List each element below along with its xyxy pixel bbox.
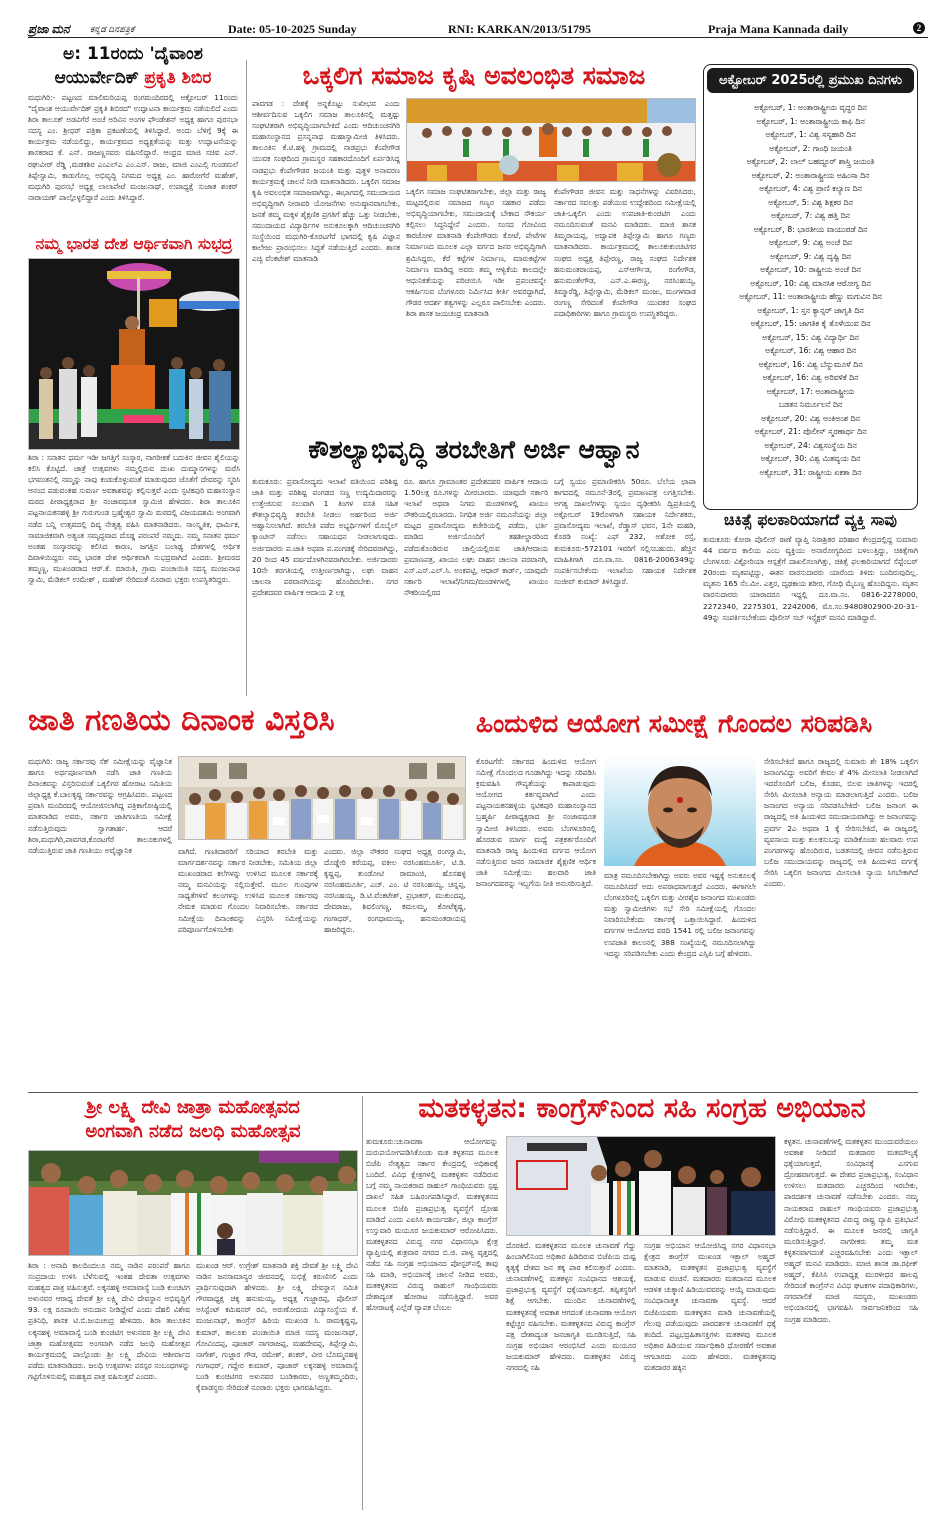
important-day-item: ಅಕ್ಟೋಬರ್, 10: ರಾಷ್ಟ್ರೀಯ ಅಂಚೆ ದಿನ [760,265,861,274]
important-day-item: ಅಕ್ಟೋಬರ್, 10: ವಿಶ್ವ ಮಾನಸಿಕ ಆರೋಗ್ಯ ದಿನ [750,278,871,288]
important-days-list [707,101,914,479]
publication-name: Praja Mana Kannada daily [708,22,849,36]
kaushalya-col3: ಬಗ್ಗೆ ಸ್ವಯಂ ಪ್ರಮಾಣೀಕರಿಸಿ 50ರೂ. ಬೆಲೆಯ ಛಾಪಾ ಕಾಗದದಲ್ಲಿ ನಮೂನೆ-3ರಲ್ಲಿ ಪ್ರಮಾಣಪತ್ರ ಲಗತ್ತಿಸಬೇಕು. ಅಗತ್ಯ ದಾಖಲೆಗಳನ್ನು ಸ್ವಯಂ ದೃಢೀಕರಿಸಿ ದ್ವಿಪ್ರತಿಯಲ್ಲಿ ಅಕ್ಟೋಬರ್ 19ರೊಳಗಾಗಿ ಸಹಾಯಕ ನಿರ್ದೇಶಕರು, ಪ್ರವಾಸೋದ್ಯಮ ಇಲಾಖೆ, ರೆಡ್ಕ್ರಾಸ್ ಭವನ, 1ನೇ ಮಹಡಿ, ಕೊಠಡಿ ಸಂಖ್ಯೆ: ಎಫ್ 232, ಅಶೋಕ ರಸ್ತೆ, ತುಮಕೂರು-572101 ಇವರಿಗೆ ಸಲ್ಲಿಸಬಹುದು. ಹೆಚ್ಚಿನ ಮಾಹಿತಿಗಾಗಿ ದೂ.ವಾ.ಸಂ. 0816-2006349ನ್ನು ಸಂಪರ್ಕಿಸಬೇಕೆಂದು ಇಲಾಖೆಯ ಸಹಾಯಕ ನಿರ್ದೇಶಕ ಸಂಜೀವ್ ಕುಮಾರ್ ತಿಳಿಸಿದ್ದಾರೆ. [554,477,696,586]
important-day-item: ಅಕ್ಟೋಬರ್, 1: ವಿಶ್ವ ಸಸ್ಯಹಾರಿ ದಿನ [765,130,856,139]
bharata-headline: ನಮ್ಮ ಭಾರತ ದೇಶ ಆರ್ಥಿಕವಾಗಿ ಸುಭದ್ರ [35,235,233,253]
swamiji-portrait [604,756,756,866]
important-day-item: ಅಕ್ಟೋಬರ್, 2: ಗಾಂಧಿ ಜಯಂತಿ [769,143,852,153]
votetheft-col4: ಕಳ್ಳತನ. ಚುನಾವಣೆಗಳಲ್ಲಿ ಮತಕಳ್ಳತನ ಮುಂದುವರೆಯಲು ಅವಕಾಶ ನೀಡಿದರೆ ಮತದಾರರ ಮತಮೌಲ್ಯಕ್ಕೆ ಧಕ್ಕೆಯಾಗುತ್ತದೆ, ಸಂವಿಧಾನಕ್ಕೆ ಎಸಗುವ ದ್ರೋಹವಾಗುತ್ತದೆ. ಈ ದೇಶದ ಪ್ರಜಾಪ್ರಭುತ್ವ, ಸಂವಿಧಾನ ಉಳಿಸಲು ಮತದಾರರು ಎಚ್ಚರದಿಂದ ಇರಬೇಕು, ಪಾರದರ್ಶಕ ಚುನಾವಣೆ ನಡೆಸಬೇಕು ಎಂದರು. ನಮ್ಮ ನಾಯಕರಾದ ರಾಹುಲ್ ಗಾಂಧಿಯವರು ಪ್ರಜಾಪ್ರಭುತ್ವ ವಿರೋಧಿ ಮತಕಳ್ಳತನದ ವಿರುದ್ಧ ರಾಷ್ಟ್ರ ವ್ಯಾಪಿ ಪ್ರತಿಭಟನೆ ನಡೆಸುತ್ತಿದ್ದಾರೆ. ಈ ಮೂಲಕ ಜನರಲ್ಲಿ ಜಾಗೃತಿ ಮೂಡಿಸುತ್ತಿದ್ದಾರೆ. ನಾಗರೀಕರು ತಮ್ಮ ಮತ ಕಳ್ಳತನವಾಗದಂತೆ ಎಚ್ಚರವಹಿಸಬೇಕು ಎಂದು ಇಕ್ಬಾಲ್ ಅಹ್ಮದ್ ಮನವಿ ಮಾಡಿದರು. ಮಾಜಿ ಶಾಸಕ ಡಾ.ರಫೀಕ್ ಅಹ್ಮದ್, ಕೆಪಿಸಿಸಿ ಉಪಾಧ್ಯಕ್ಷ ಮುರಳೀಧರ ಹಾಲಪ್ಪ ಸೇರಿದಂತೆ ಕಾಂಗ್ರೆಸ್‌ನ ವಿವಿಧ ಘಟಕಗಳ ಪದಾಧಿಕಾರಿಗಳು, ನಗರಪಾಲಿಕೆ ಮಾಜಿ ಸದಸ್ಯರು, ಮುಖಂಡರು ಅಭಿಯಾನದಲ್ಲಿ ಭಾಗವಹಿಸಿ ಸಾರ್ವಜನಿಕರಿಂದ ಸಹಿ ಸಂಗ್ರಹ ಮಾಡಿದರು. [784,1137,918,1324]
newspaper-logo: ಪ್ರಜಾ ಮನ [28,22,70,36]
important-day-item: ಅಕ್ಟೋಬರ್, 9: ವಿಶ್ವ ಅಂಚೆ ದಿನ [769,238,852,247]
vokkaliga-headline: ಒಕ್ಕಲಿಗ ಸಮಾಜ ಕೃಷಿ ಅವಲಂಭಿತ ಸಮಾಜ [302,61,646,90]
signature-campaign-image [507,1137,776,1236]
lakshmi-col2: ಮುಖಂಡ ಆರ್. ಉಗ್ರೇಶ್ ಮಾತನಾಡಿ ಶಕ್ತಿ ದೇವತೆ ಶ್ರೀ ಲಕ್ಷ್ಮಿ ದೇವಿ ನಾಡಿನ ಜನಸಾಮಾನ್ಯರ ಜೀವನದಲ್ಲಿ ಸುಭಿಕ್ಷೆ ಕರುಣಿಸಲಿ ಎಂದು ಪ್ರಾರ್ಥಿಸುವುದಾಗಿ ಹೇಳಿದರು. ಶ್ರೀ ಲಕ್ಷ್ಮಿ ದೇವಸ್ಥಾನ ಸಮಿತಿ ಗೌರವಾಧ್ಯಕ್ಷ ಚಿಕ್ಕ ಹನುಮಯ್ಯ, ಅಧ್ಯಕ್ಷ ಗುಜ್ಜಾರಪ್ಪ, ಪೊಲೀಸ್ ಅಸಿಸ್ಟೆಂಟ್ ಕಮಿಷನರ್ ರವಿ, ಅರುಣೋದಯ ವಿದ್ಯಾಸಂಸ್ಥೆಯ ಕೆ. ಮಂಜುನಾಥ್, ಕಾಂಗ್ರೆಸ್ ಹಿರಿಯ ಮುಖಂಡ ಸಿ. ರಾಮಕೃಷ್ಣಪ್ಪ, ಕುಮಾರ್, ತಾಲೂಕು ಪಂಚಾಯಿತಿ ಮಾಜಿ ಸದಸ್ಯ ಮಂಜುನಾಥ್, ಗೋವಿಂದಪ್ಪ, ಪೂಜಾರ್ ನಾಗರಾಜಪ್ಪ, ಮಹದೇವಪ್ಪ, ತಿಪ್ಪೇಸ್ವಾಮಿ, ನಾಗೇಶ್, ಗುಜ್ಜಾರ ಗೌಡ, ರಮೇಶ್, ಶಂಕರ್, ವೀರ ಬೊಮ್ಮನಹಳ್ಳಿ ಗಂಗಾಧರ್, ಗದ್ದೇರ ಕುಮಾರ್, ಪೂಜಾರ್ ಲಕ್ಕನಹಳ್ಳಿ ಅಮಾವಾಸ್ಯೆ ಬಂಡಿ ಕುಂಚಿಟಿಗರ ಅಳುನವರ ಬಂಡಿಕಾರರು, ಅಣ್ಣತಮ್ಮಂದಿರು, ಕೈವಾಡಸ್ಥರು ಸೇರಿದಂತೆ ನೂರಾರು ಭಕ್ತರು ಭಾಗವಹಿಸಿದ್ದರು. [196,1261,358,1393]
vokkaliga-col3: ಕೆಂಪೇಗೌಡರ ಜೀವನ ಮತ್ತು ಸಾಧನೆಗಳನ್ನು ವಿವರಿಸಿದರು, ಸರ್ಕಾರದ ಸವಲತ್ತು ಪಡೆಯುವ ಉದ್ದೇಶದಿಂದ ಸಮೀಕ್ಷೆಯಲ್ಲಿ ಜಾತಿ-ಒಕ್ಕಲಿಗ ಎಂದು ಉಪಜಾತಿ-ಕುಂಚಿಟಿಗ ಎಂದು ನಮೂದಿಸುವಂತೆ ಮನವಿ ಮಾಡಿದರು. ಮಾಜಿ ಶಾಸಕ ತಿಮ್ಮರಾಯಪ್ಪ, ಅದ್ವಾಪಕ ತಿಪ್ಪೇಸ್ವಾಮಿ ಹಾಗೂ ಗಣ್ಯರು ಮಾತನಾಡಿದರು. ಕಾರ್ಯಕ್ರಮದಲ್ಲಿ ತಾಲೂಕುಕುಂಚಿಟಿಗರ ಸಂಘದ ಅಧ್ಯಕ್ಷ ತಿಪ್ಪೇರಣ್ಣ, ರಾಜ್ಯ ಸಂಘದ ನಿರ್ದೇಶಕ ಹನುಮಂತರಾಯಪ್ಪ, ಎಸ್ಆರ್ಗೌಡ, ರಂಗೇಗೌಡ, ಹನುಮಂತೇಗೌಡ, ಎನ್.ಎ.ಈರಣ್ಣ, ನರಸಿಂಹಯ್ಯ, ತಿಮ್ಮಾರೆಡ್ಡಿ, ತಿಪ್ಪೇಸ್ವಾಮಿ, ಮೆಡಿಕಲ್ ಮಂಜು, ಮಂಗಳವಾಡ ರಂಗಣ್ಣ ಸೇರಿದಂತೆ ಕೆಂಪೇಗೌಡ ಯುವಕರ ಸಂಘದ ಪದಾಧಿಕಾರಿಗಳು ಹಾಗೂ ಗ್ರಾಮಸ್ಥರು ಉಪಸ್ಥಿತರಿದ್ದರು. [554,187,696,319]
commission-headline: ಹಿಂದುಳಿದ ಆಯೋಗ ಸಮೀಕ್ಷೆ ಗೊಂದಲ ಸರಿಪಡಿಸಿ [476,709,873,738]
votetheft-col2: ದೊರಕಿದೆ. ಮತಕಳ್ಳತನದ ಮೂಲಕ ಚುನಾವಣೆ ಗೆದ್ದು ಹಿಂಬಾಗಿಲಿನಿಂದ ಅಧಿಕಾರ ಹಿಡಿದಿರುವ ಬಿಜೆಪಿಯ ದುಷ್ಟ ಕೃತ್ಯಕ್ಕೆ ದೇಶದ ಜನ ತಕ್ಕ ಪಾಠ ಕಲಿಸುತ್ತಾರೆ ಎಂದರು. ಚುನಾವಣೆಗಳಲ್ಲಿ ಮತಕಳ್ಳನ ಸಂವಿಧಾನದ ಆಶಯಕ್ಕೆ, ಪ್ರಜಾಪ್ರಭುತ್ವ ವ್ಯವಸ್ಥೆಗೆ ಧಕ್ಕೆಯಾಗುತ್ತದೆ. ತಪ್ಪಿತಸ್ಥರಿಗೆ ಶಿಕ್ಷೆ ಆಗಬೇಕು. ಮುಂದಿನ ಚುನಾವಣೆಗಳಲ್ಲಿ ಮತಕಳ್ಳತನಕ್ಕೆ ಅವಕಾಶ ಆಗದಂತೆ ಚುನಾವಣಾ ಆಯೋಗ ಕಟ್ಟೆಚ್ಚರ ವಹಿಸಬೇಕು. ಮತಕಳ್ಳತನದ ವಿರುದ್ಧ ಕಾಂಗ್ರೆಸ್ ಪಕ್ಷ ದೇಶಾದ್ಯಂತ ಜನಜಾಗೃತಿ ಮೂಡಿಸುತ್ತಿದೆ, ಸಹಿ ಸಂಗ್ರಹ ಅಭಿಯಾನ ಆರಂಭಿಸಿದೆ ಎಂದು ಮಯೂರ ಜಯಕುಮಾರ್ ಹೇಳಿದರು. ಮತಕಳ್ಳತನ ವಿರುದ್ಧ ನಗರದಲ್ಲಿ ಸಹಿ [506,1241,636,1373]
important-day-item: ಅಕ್ಟೋಬರ್, 8: ಭಾರತೀಯ ವಾಯುಪಡೆ ದಿನ [753,224,868,234]
census-body-col2: ವಾಗಿದೆ. ಗಣತಿದಾರರಿಗೆ ಸರಿಯಾದ ತರಬೇತಿ ಮತ್ತು ಮಾರ್ಗದರ್ಶನವನ್ನು ಸರ್ಕಾರ ನೀಡಬೇಕು, ಸಮಿತಿಯ ಜಿಲ್ಲಾ ಮುಖಂಡರಾದ ಕಲೆಗಳನ್ನು ಉಳಿಸಿದ ಮೂಲಕ ಸರ್ಕಾರಕ್ಕೆ ನಮ್ಮ ಮನವಿಯನ್ನು ಸಲ್ಲಿಸುತ್ತೇವೆ. ಮೂಲ ಗುಂಪುಗಳ ಸಾಧ್ಯತೆಗಳಿವೆ ಕಲಂಗಳನ್ನು ಉಳಿಸಿದ ಮೂಲಕ ಸರ್ಕಾರವು ನೇಮಕ ಮಾಡುವ ಗೊಂದಲ ನಿವಾರಿಸಬೇಕು. ಸರ್ಕಾರದ ಸಮೀಕ್ಷೆಯ ದಿನಾಂಕವನ್ನು ವಿಸ್ತರಿಸಿ ಸಮೀಕ್ಷೆಯನ್ನು ಪರಿಪೂರ್ಣಗೊಳಿಸಬೇಕು [178,847,318,934]
important-day-item: ಅಕ್ಟೋಬರ್, 30: ವಿಶ್ವ ಮಿತವ್ಯಯ ದಿನ [760,454,861,463]
vokkaliga-col2: ಒಕ್ಕಲಿಗ ಸಮಾಜ ಸಂಘಟಿತರಾಗಬೇಕು, ಜಿಲ್ಲಾ ಮತ್ತು ರಾಜ್ಯ ಮಟ್ಟದಲ್ಲಿರುವ ಸಮಾಜದ ಗಣ್ಯರ ಸಹಕಾರ ಪಡೆದು ಅಭಿವೃದ್ಧಿಯಾಗಬೇಕು, ಸಮುದಾಯಕ್ಕೆ ಬೇಕಾದ ಸೌಕರ್ಯ ಕಲ್ಪಿಸಲು ಸಿದ್ಧನಿದ್ದೇನೆ ಎಂದರು. ಸಂಸದ ಗೋವಿಂದ ಕಾರಜೋಳ ಮಾತನಾಡಿ ಕೆಂಪೇಗೌಡರು ಕೋಟೆ, ಪೇಟೆಗಳ ನಿರ್ಮಾಣದ ಮೂಲಕ ಎಲ್ಲಾ ವರ್ಗದ ಜನರ ಅಭಿವೃದ್ಧಿಗಾಗಿ ಶ್ರಮಿಸಿದ್ದರು, ಕೆರೆ ಕಟ್ಟೆಗಳ ನಿರ್ಮಾಣ, ಮಾರುಕಟ್ಟೆಗಳ ನಿರ್ಮಾಣ ಮಾಡಿದ್ದ ಅವರು ತಮ್ಮ ಆಳ್ವಿಕೆಯ ಕಾಲದಲ್ಲೇ ಆಧುನಿಕತೆಯನ್ನು ಪರಿಚಯಿಸಿ ಇಡೀ ಪ್ರಪಂಚವನ್ನೇ ಆಕರ್ಷಿಸುವ ಬೆಂಗಳೂರು ನಿರ್ಮಿಸಿದ ಕೀರ್ತಿ ಅವರದ್ದಾಗಿದೆ, ಗೌಡರ ಆದರ್ಶ ತತ್ವಗಳನ್ನು ಎಲ್ಲರೂ ಪಾಲಿಸಬೇಕು ಎಂದರು. ಶಿರಾ ಶಾಸಕ ಜಯಚಂದ್ರ ಮಾತನಾಡಿ [406,187,546,319]
swamiji-stage-image [29,259,240,450]
census-body-col3: ಎಂದರು. ಜಿಲ್ಲಾ ನೌಕರರ ಸಂಘದ ಅಧ್ಯಕ್ಷ ರಂಗಸ್ವಾಮಿ, ದೊಡ್ಡೇರಿ ಕರೆಯಪ್ಪ, ವಕೀಲ ನರಸಿಂಹಮೂರ್ತಿ, ಟಿ.ಡಿ. ಕೃಷ್ಣಪ್ಪ, ತುಂಡೋಟಿ ರಾಮಾಂಜಿ, ಹೊಸಹಳ್ಳಿ ನರಸಿಂಹಮೂರ್ತಿ, ಎಚ್. ಎಂ. ಟಿ ನರಸಿಂಹಯ್ಯ, ಚನ್ನಪ್ಪ, ನರಸಿಂಹಯ್ಯ, ಡಿ.ಟಿ.ವೆಂಕಟೇಶ್, ಪ್ರಭಾಕರ್, ಮುಕುಂದಪ್ಪ, ದೇವರಾಜು, ಶಿವಲಿಂಗಣ್ಣ, ಕಮಲಮ್ಮ, ಕೋಟೆಕೃಷ್ಣ, ಗಂಗಾಧರ್, ರಂಗಧಾಮಯ್ಯ, ಹನುಮಂತರಾಯಪ್ಪ ಹಾಜರಿದ್ದರು. [324,847,466,934]
important-day-item: ಅಕ್ಟೋಬರ್, 24: ವಿಶ್ವಸಂಸ್ಥೆಯ ದಿನ [764,440,857,450]
census-photo [178,756,466,840]
important-day-item: ಅಕ್ಟೋಬರ್, 17: ಅಂತಾರಾಷ್ಟ್ರೀಯ [766,386,855,396]
important-days-box [703,64,918,510]
commission-col1: ಕೊರಟಗೆರೆ: ಸರ್ಕಾರದ ಹಿಂದುಳಿದ ಆಯೋಗ ಸಮೀಕ್ಷೆ ಗೊಂದಲದ ಗೂಡಾಗಿದ್ದು ಇದನ್ನು ಸರಿಪಡಿಸಿ ಕ್ರಮವಹಿಸಿ ಗೌಪ್ಯತೆಯನ್ನು ಕಾಪಾಡುವುದು ಆಯೋಗದ ಕರ್ತವ್ಯವಾಗಿದೆ ಎಂದು ಪಟ್ಟನಾಯಕನಹಳ್ಳಿಯ ಸ್ಪಟಿಕಪುರಿ ಮಹಾಸಂಸ್ಥಾನದ ಬ್ರಹ್ಮರ್ಷಿ ಪೀಠಾಧ್ಯಕ್ಷರಾದ ಶ್ರೀ ನಂಜಾವಧೂತ ಸ್ವಾಮೀಜಿ ತಿಳಿಸಿದರು. ಅವರು ಬೆಂಗಳೂರಿನಲ್ಲಿ ಹೊರಡುವ ಮಾರ್ಗ ಮಧ್ಯೆ ಪತ್ರಕರ್ತರೊಂದಿಗೆ ಮಾತನಾಡಿ ರಾಜ್ಯ ಹಿಂದುಳಿದ ವರ್ಗದ ಆಯೋಗ ನಡೆಸುತ್ತಿರುವ ಜನರ ಸಾಮಾಜಿಕ ಶೈಕ್ಷಣಿಕ ಆರ್ಥಿಕ ಜಾತಿ ಸಮೀಕ್ಷೆಯು ಹಲವಾರಿ ಜಾತಿ ಜನಾಂಗದವರನ್ನು ಇಬ್ಬಗೆಯ ನೀತಿ ಅನುಸರಿಸುತ್ತಿದೆ. [476,757,596,889]
important-day-item: ಅಕ್ಟೋಬರ್, 16: ವಿಶ್ವ ಬೆನ್ನುಮೂಳೆ ದಿನ [758,359,863,369]
ayurveda-body: ಮಧುಗಿರಿ:- ಪಟ್ಟಣದ ಮಾಲಿಮರಿಯಪ್ಪ ರಂಗಮಂದಿರದಲ್ಲಿ ಅಕ್ಟೋಬರ್ 11ರಂದು "ದೈವಾಂಶ ಆಯುರ್ವೇದಿಕ್ ಪ್ರಕೃತಿ ಶಿಬಿರದ" ಉದ್ಘಾಟನಾ ಕಾರ್ಯಕ್ರಮ ನಡೆಯಲಿದೆ ಎಂದು ಶಿರಾ ತಾಲೂಕ್ ಅಡವಿಗೆರೆ ಅಂಚೆ ಅರಿವಿನ ಅಂಗಳ ಫೌಂಡೇಶನ್ ಅಧ್ಯಕ್ಷ ಹಾಗೂ ಪುರಸಭಾ ಸದಸ್ಯ ಎಂ. ಶ್ರೀಧರ್ ಪತ್ರಿಕಾ ಪ್ರಕಟಣೆಯಲ್ಲಿ ತಿಳಿಸಿದ್ದಾರೆ. ಅಂದು ಬೆಳಿಗ್ಗೆ 9ಕ್ಕೆ ಈ ಕಾರ್ಯಕ್ರಮ ನಡೆಯಲಿದ್ದು, ಕಾರ್ಯಕ್ರಮದ ಅಧ್ಯಕ್ಷತೆಯನ್ನು ಮತ್ತು ಉದ್ಘಾಟನೆಯನ್ನು ಶಾಸಕರಾದ ಕೆ. ಎನ್. ರಾಜಣ್ಣನವರು ವಹಿಸಲಿದ್ದಾರೆ. ಆಂಧ್ರದ ಮಾಜಿ ಸಚಿವ ಎನ್. ರಘುವೀರ್ ರೆಡ್ಡಿ ,ಮಡಕಶಿರ ಎಂಎಲ್ಎ ಎಂ.ಎಸ್. ರಾಜು, ಮಾಜಿ ಎಂಎಲ್ಸಿ ಗುಂಡಮಲೆ ತಿಪ್ಪೇಸ್ವಾಮಿ, ಕಾಡುಗೊಲ್ಲ ಅಭಿವೃದ್ಧಿ ನಿಗಮದ ಅಧ್ಯಕ್ಷ ಎಂ. ಹಾರೋಗೆರೆ ಮಹೇಶ್, ಮಧುಗಿರಿ ಪುರಸಭೆ ಅಧ್ಯಕ್ಷ ಲಾಲಾಪೇಟೆ ಮಂಜುನಾಥ್, ಉಪಾಧ್ಯಕ್ಷೆ ಸುಜಾತ ಶಂಕರ್ ನಾರಾಯಣ್ ಪಾಲ್ಗೊಳ್ಳಲಿದ್ದಾರೆ ಎಂದು ತಿಳಿಸಿದ್ದಾರೆ. [28,93,238,202]
important-day-item: ಅಕ್ಟೋಬರ್, 2: ಅಂತಾರಾಷ್ಟ್ರೀಯ ಅಹಿಂಸಾ ದಿನ [751,170,870,180]
newspaper-tagline: ಕನ್ನಡ ದಿನಪತ್ರಿಕೆ [90,24,135,34]
kaushalya-col1: ತುಮಕೂರು: ಪ್ರವಾಸೋದ್ಯಮ ಇಲಾಖೆ ವತಿಯಿಂದ ಪರಿಶಿಷ್ಟ ಜಾತಿ ಮತ್ತು ಪರಿಶಿಷ್ಟ ಪಂಗಡದ ಸಣ್ಣ ಉದ್ಯಮಿದಾರರನ್ನು ಉತ್ತೇಜಿಸುವ ಸಲುವಾಗಿ 1 ತಿಂಗಳ ವಸತಿ ಸಹಿತ ಕೌಶಲ್ಯಾಭಿವೃದ್ಧಿ ತರಬೇತಿ ನೀಡಲು ಅರ್ಹರಿಂದ ಅರ್ಜಿ ಆಹ್ವಾನಿಸಲಾಗಿದೆ. ತರಬೇತಿ ಪಡೆದ ಅಭ್ಯರ್ಥಿಗಳಿಗೆ ಮೊಬೈಲ್ ಕ್ಯಾಂಟೀನ್ ನಡೆಸಲು ಸಹಾಯಧನ ನೀಡಲಾಗುವುದು. ಅರ್ಜಿದಾರರು ಪ.ಜಾತಿ ಅಥವಾ ಪ.ಪಂಗಡಕ್ಕೆ ಸೇರಿದವರಾಗಿದ್ದು, 20 ರಿಂದ 45 ವರ್ಷದೊಳಗಿನವರಾಗಿರಬೇಕು. ಅರ್ಜಿದಾರರು 10ನೇ ತರಗತಿಯಲ್ಲಿ ಉತ್ತೀರ್ಣರಾಗಿದ್ದು, ಲಘು ವಾಹನ ಚಾಲನಾ ಪರವಾನಗಿಯನ್ನು ಹೊಂದಿರಬೇಕು. ನಗರ ಪ್ರದೇಶದವರ ವಾರ್ಷಿಕ ಆದಾಯ 2 ಲಕ್ಷ [252,477,398,597]
census-body-col1: ಮಧುಗಿರಿ: ರಾಜ್ಯ ಸರ್ಕಾರವು ಸೆಕ್ ಸಮೀಕ್ಷೆಯನ್ನು ವೈಜ್ಞಾನಿಕ ಹಾಗೂ ಅರ್ಥಪೂರ್ಣವಾಗಿ ನಡೆಸಿ ಜಾತಿ ಗಣತಿಯ ದಿನಾಂಕವನ್ನು ವಿಸ್ತರಿಸುವಂತೆ ಒಕ್ಕಲಿಗರ ಹೋರಾಟ ಸಮಿತಿಯ ಜಿಲ್ಲಾಧ್ಯಕ್ಷ ಕೆ.ಬಾಲಕೃಷ್ಣ ಸರ್ಕಾರವನ್ನು ಆಗ್ರಹಿಸಿದರು. ಪಟ್ಟಣದ ಪ್ರವಾಸಿ ಮಂದಿರದಲ್ಲಿ ಆಯೋಜಿಸಲಾಗಿದ್ದ ಪತ್ರಿಕಾಗೋಷ್ಠಿಯಲ್ಲಿ ಮಾತನಾಡಿದ ಅವರು, ಸರ್ಕಾರ ಜಾತಿಗಣತಿಯ ಸಮೀಕ್ಷೆ ನಡೆಸುತ್ತಿರುವುದು ಸ್ವಾಗತಾರ್ಹ. ಆದರೆ ಶಿರಾ,ಮಧುಗಿರಿ,ಪಾವಗಡ,ಕೊರಟಗೆರೆ ತಾಲೂಕುಗಳಲ್ಲಿ ನಡೆಯುತ್ತಿರುವ ಜಾತಿ ಗಣತಿಯು ಅವೈಜ್ಞಾನಿಕ [28,757,172,855]
important-day-item: ಅಕ್ಟೋಬರ್, 15: ಜಾಗತಿಕ ಕೈ ತೊಳೆಯುವ ದಿನ [750,319,871,328]
commission-col3: ಸೇರಿಸಬೇಕಿದೆ ಹಾಗೂ ರಾಜ್ಯದಲ್ಲಿ ಸುಮಾರು ಶೇ 18% ಒಕ್ಕಲಿಗ ಜನಾಂಗವಿದ್ದು ಅವರಿಗೆ ಕೇವಲ ಶೆ 4% ಮೀಸಲಾತಿ ನೀಡಲಾಗಿದೆ ಇದರೊಂದಿಗೆ ಬಲಿಜ, ಕೊಡವ, ಬಿಲವ ಜಾತಿಗಳನ್ನು ಇದರಲ್ಲಿ ಸೇರಿಸಿ ಮೀಸಲಾತಿ ಅನ್ಯಾಯ ಮಾಡಲಾಗುತ್ತಿದೆ ಎಂದರು. ಬಲಿಜ ಜನಾಂಗದ ಅನ್ಯಾಯ ಸರಿಪಡಸಿಬೇಕಿದೆ- ಬಲಿಜ ಜನಾಂಗ ಈ ರಾಜ್ಯದಲ್ಲಿ ಅತಿ ಹಿಂದುಳಿದ ಸಮುದಾಯವಾಗಿದ್ದು ಆ ಜನಾಂಗವನ್ನು ಪ್ರವರ್ಗ 2ಎ ಅಥವಾ 1 ಕ್ಕೆ ಸೇರಿಸಬೇಕಿದೆ, ಈ ರಾಜ್ಯದಲ್ಲಿ ವ್ಯವಸಾಯ ಮತ್ತು ಕುಲಕಸುಬನ್ನು ಮಾಡಿಕೊಂಡು ಹಲವಾರು ಉಪ ಪಂಗಡಗಳನ್ನು ಹೊಂದಿರುವ, ಬಡತನದಲ್ಲಿ ಜೀವನ ನಡೆಸುತ್ತಿರುವ ಬಲಿಜ ಸಮುದಾಯವನ್ನು ರಾಜ್ಯದಲ್ಲಿ ಅತಿ ಹಿಂದುಳಿದ ವರ್ಗಕ್ಕೆ ಸೇರಿಸಿ ಒಕ್ಕಲಿಗ ಜನಾಂಗದ ಮೀಸಲಾತಿ ನ್ಯಾಯ ಸಿಗಬೇಕಾಗಿದೆ ಎಂದರು. [764,757,918,889]
lakshmi-col1: ಶಿರಾ : ಅನಾದಿ ಕಾಲದಿಂದಲೂ ನಮ್ಮ ನಾಡಿನ ಪರಂಪರೆ ಹಾಗೂ ಸಂಪ್ರದಾಯ ಉಳಿಸಿ ಬೆಳೆಸುವಲ್ಲಿ ಇಂತಹ ದೇವತಾ ಉತ್ಸವಗಳು ಮಹತ್ವದ ಪಾತ್ರ ವಹಿಸುತ್ತವೆ. ಲಕ್ಕನಹಳ್ಳಿ ಅಮಾವಾಸ್ಯೆ ಬಂಡಿ ಕುಂಚಿಟಿಗ ಅಳುನವರ ಆರಾಧ್ಯ ದೇವತೆ ಶ್ರೀ ಲಕ್ಷ್ಮಿ ದೇವಿ ದೇವಸ್ಥಾನ ಅಭಿವೃದ್ಧಿಗೆ 93. ಲಕ್ಷ ರೂಪಾಯಿ ಅನುದಾನ ನೀಡಿದ್ದೇವೆ ಎಂದು ದೆಹಲಿ ವಿಶೇಷ ಪ್ರತಿನಿಧಿ, ಶಾಸಕ ಟಿ.ಬಿ.ಜಯಚಂದ್ರ ಹೇಳಿದರು. ಶಿರಾ ತಾಲೂಕಿನ ಲಕ್ಕನಹಳ್ಳಿ ಅಮಾವಾಸ್ಯೆ ಬಂಡಿ ಕುಂಚಿಟಿಗ ಅಳುನವರ ಶ್ರೀ ಲಕ್ಷ್ಮಿ ದೇವಿ ಜಾತ್ರಾ ಮಹೋತ್ಸವದ ಅಂಗವಾಗಿ ನಡೆದ ಜಲಧಿ ಮಹೋತ್ಸವ ಕಾರ್ಯಕ್ರಮದಲ್ಲಿ ಪಾಲ್ಗೊಂಡು ಶ್ರೀ ಲಕ್ಷ್ಮಿ ದೇವಿಯ ಆಶೀರ್ವಾದ ಪಡೆದು ಮಾತನಾಡಿದರು. ಜಲಧಿ ಉತ್ಸವಗಳು ಪರಸ್ಪರ ಸಂಬಂಧಗಳನ್ನು ಗಟ್ಟಿಗೊಳಿಸುವಲ್ಲಿ ಮಹತ್ವದ ಪಾತ್ರ ವಹಿಸುತ್ತವೆ ಎಂದರು. [28,1261,190,1381]
death-headline: ಚಿಕಿತ್ಸೆ ಫಲಕಾರಿಯಾಗದೆ ವ್ಯಕ್ತಿ ಸಾವು [724,511,897,529]
lakshmi-photo [28,1150,358,1256]
votetheft-col3: ಸಂಗ್ರಹ ಅಭಿಯಾನ ಆಯೋಜಿಸಿದ್ದ ನಗರ ವಿಧಾನಸಭಾ ಕ್ಷೇತ್ರದ ಕಾಂಗ್ರೆಸ್ ಮುಖಂಡ ಇಕ್ಬಾಲ್ ಅಹ್ಮದ್ ಮಾತನಾಡಿ, ಮತಕಳ್ಳತನ ಪ್ರಜಾಪ್ರಭುತ್ವ ವ್ಯವಸ್ಥೆಗೆ ಮಾಡುವ ವಂಚನೆ. ಮತದಾರರು ಮತದಾನದ ಮೂಲಕ ಆಡಳಿತ ಚುಕ್ಕಾಣಿ ಹಿಡಿಯುವವರನ್ನು ಆಯ್ಕೆ ಮಾಡುವುದು ಸಂವಿಧಾನಾತ್ಮಕ ಚುನಾವಣಾ ವ್ಯವಸ್ಥೆ. ಆದರೆ ಬಿಜೆಪಿಯವರು ಮತಕಳ್ಳತನ ಮಾಡಿ ಚುನಾವಣೆಯಲ್ಲಿ ಗೆಲುವು ಪಡೆಯುವುದು ಪಾರದರ್ಶಕ ಚುನಾವಣೆಗೆ ಧಕ್ಕೆ ತಂದಿದೆ. ಪಟ್ಟಭದ್ರಹಿತಾಸಕ್ತಿಗಳು ಮತಕಳವು ಮೂಲಕ ಅಧಿಕಾರ ಹಿಡಿಯುವ ಸರ್ವಾಧಿಕಾರಿ ಧೋರಣೆಗೆ ಅವಕಾಶ ಆಗಬಾರದು ಎಂದು ಹೇಳಿದರು. ಮತಕಳ್ಳತನವು ಮತದಾರರ ಹಕ್ಕಿನ [644,1241,776,1373]
bharata-body: ಶಿರಾ : ಸನಾತನ ಧರ್ಮ ಇಡೀ ಜಗತ್ತಿಗೆ ಸಂಸ್ಕಾರ, ನಾಗರೀಕತೆ ಬದುಕಿನ ಜೀವನ ಶೈಲಿಯನ್ನು ಕಲಿಸಿ ಕೊಟ್ಟಿದೆ. ಜಾತ್ರೆ ಉತ್ಸವಗಳು ನಮ್ಮಲ್ಲಿರುವ ದುಃಖ ದುಮ್ಮಾನಗಳನ್ನು ಮರೆಸಿ ಭಗವಂತನಲ್ಲಿ ನಮ್ಮನ್ನು ನಾವು ಕಂಡುಕೊಳ್ಳುವಂತೆ ಮಾಡುವುದರ ಜೊತೆಗೆ ದೇವರನ್ನು ಸ್ಮರಿಸಿ ಆನಂದ ಪಡುವಂತಹ ಸುವರ್ಣ ಅವಕಾಶವನ್ನು ಕಲ್ಪಿಸುತ್ತವೆ ಎಂದು ಸ್ಫಟಿಕಪುರಿ ಮಹಾಸಂಸ್ಥಾನ ಮಠದ ಪೀಠಾಧ್ಯಕ್ಷರಾದ ಶ್ರೀ ನಂಜಾವಧೂತ ಸ್ವಾಮಿಜಿ ಹೇಳಿದರು. ಶಿರಾ ತಾಲೂಕಿನ ಪಟ್ಟನಾಯಕನಹಳ್ಳಿ ಶ್ರೀ ಗುರುಗುಂಡ ಬ್ರಹ್ಮೇಶ್ವರ ಸ್ವಾಮಿ ಮಠದಲ್ಲಿ ವಿಜಯದಶಮಿ ಅಂಗವಾಗಿ ನಡೆದ ಬನ್ನಿ ಉತ್ಸವದಲ್ಲಿ ದಿವ್ಯ ನೇತೃತ್ವ ವಹಿಸಿ ಮಾತನಾಡಿದರು. ಸಾಂಸ್ಕೃತಿಕ, ಧಾರ್ಮಿಕ, ಸಾಮಾಜಿಕವಾಗಿ ಅತ್ಯಂತ ಸಮೃದ್ಧವಾದ ದೊಡ್ಡ ಪರಂಪರೆ ನಮ್ಮದು. ನಮ್ಮ ಸನಾತನ ಧರ್ಮ ಅಂತಹ ಸಂಸ್ಕಾರವನ್ನು ಕಲಿಸಿದ ಕಾರಣ, ಜಗತ್ತಿನ ಬಲಾಢ್ಯ ದೇಶಗಳಲ್ಲಿ ಆರ್ಥಿಕ ದಿವಾಳಿಯಿದ್ದರು ನಮ್ಮ ಭಾರತ ದೇಶ ಆರ್ಥಿಕವಾಗಿ ಸುಭದ್ರವಾಗಿದೆ ಎಂದರು. ಶ್ರೀಮಠದ ತಮ್ಮಣ್ಣ, ಮುಖಂಡರಾದ ಆರ್.ಕೆ. ಮಾರುತಿ, ಗ್ರಾಮ ಪಂಚಾಯಿತಿ ಸದಸ್ಯ ಮಂಜುನಾಥ ಸ್ವಾಮಿ, ಮೆಡಿಕಲ್ ಉಮೇಶ್ , ಮಹೇಶ್ ಸೇರಿದಂತೆ ನೂರಾರು ಭಕ್ತರು ಉಪಸ್ಥಿತರಿದ್ದರು. [28,453,240,585]
important-day-item: ಅಕ್ಟೋಬರ್, 16: ವಿಶ್ವ ಅರಿವಳಿಕೆ ದಿನ [762,373,859,382]
vokkaliga-photo [406,98,696,182]
commission-col2: ಮಾತ್ರ ನಮೂದಿಸಬೇಕಾಗಿದ್ದು ಅವರು ಅವರ ಇಷ್ಟಕ್ಕೆ ಅನುಕೂಲಕ್ಕೆ ನಮೂದಿಸಿದರೆ ಅದು ಅಪರಾಧವಾಗುತ್ತದೆ ಎಂದರು. ಈಗಾಗಲೇ ಬೆಂಗಳೂರಿನಲ್ಲಿ ಒಕ್ಕಲಿಗ ಮತ್ತು ವೀರಶೈವ ಜನಾಂಗದ ಮುಖಂಡರು ಮತ್ತು ಸ್ವಾಮೀಜಿಗಳು ಸಭೆ ಸೇರಿ ಸಮೀಕ್ಷೆಯಲ್ಲಿ ಗೊಂದಲ ನಿವಾರಿಸಬೇಕೆಂದು ಸರ್ಕಾರಕ್ಕೆ ಒತ್ತಾಯಿಸಿದ್ದಾರೆ. ಹಿಂದುಳಿದ ವರ್ಗಗಳ ಆಯೋಗದ ವರದಿ 1541 ರಲ್ಲಿ ಬಲಿಜ ಜನಾಂಗವನ್ನು ಉಪಜಾತಿ ಕಾಲಂನಲ್ಲಿ 388 ಸಂಖ್ಯೆಯಲ್ಲಿ ನಮೂದಿಸಲಾಗಿದ್ದು ಇದನ್ನು ಸರಿಪಡಿಸಬೇಕು ಎಂದು ಕೇಂದ್ರದ ಎಸ್ಸಿಪಿ ಬಗ್ಗೆ ಹೇಳಿದರು. [604,871,756,958]
important-days-title: ಅಕ್ಟೋಬರ್ 2025ರಲ್ಲಿ ಪ್ರಮುಖ ದಿನಗಳು [707,68,914,93]
ayurveda-headline-red: ಪ್ರಕೃತಿ ಶಿಬಿರ [144,68,212,88]
lakshmi-headline [28,1096,358,1144]
important-day-item: ಅಕ್ಟೋಬರ್, 16: ವಿಶ್ವ ಆಹಾರ ದಿನ [764,346,857,355]
important-day-item: ಬಡತನ ನಿರ್ಮೂಲನೆ ದಿನ [778,400,843,409]
swamiji-portrait-image [604,756,756,866]
lakshmi-headline-line2: ಅಂಗವಾಗಿ ನಡೆದ ಜಲಧಿ ಮಹೋತ್ಸವ [85,1121,301,1142]
vokkaliga-col1: ಪಾವಗಡ : ದೇಶಕ್ಕೆ ಅನ್ನಕೊಟ್ಟು ಸುಖೀಭವ ಎಂದು ಆಶೀರ್ವದಿಸುವ ಒಕ್ಕಲಿಗ ಸಮಾಜ ತಾಲೂಕಿನಲ್ಲಿ ಮತ್ತಷ್ಟು ಸಂಘಟಿತರಾಗಿ ಅಭಿವೃದ್ಧಿಯಾಗಬೇಕಿದೆ ಎಂದು ಆದಿಚುಂಚನಗಿರಿ ಮಹಾಸಂಸ್ಥಾನದ ಪ್ರಸನ್ನನಾಥ ಮಹಾಸ್ವಾಮೀಜಿ ತಿಳಿಸಿದರು. ತಾಲೂಕಿನ ಕೆ.ಟಿ.ಹಳ್ಳಿ ಗ್ರಾಮದಲ್ಲಿ ನಾಡಪ್ರಭು ಕೆಂಪೇಗೌಡ ಯುವಕ ಸಂಘದಿಂದ ಗ್ರಾಮಸ್ಥರ ಸಹಕಾರದೊಂದಿಗೆ ಏರ್ಪಡಿಸಿದ್ದ ನಾಡಪ್ರಭು ಕೆಂಪೇಗೌಡರ ಜಯಂತಿ ಮತ್ತು ಪುತ್ಥಳಿ ಅನಾವರಣ ಕಾರ್ಯಕ್ರಮಕ್ಕೆ ಚಾಲನೆ ನೀಡಿ ಮಾತನಾಡಿದರು. ಒಕ್ಕಲಿಗ ಸಮಾಜ ಕೃಷಿ ಅವಲಂಭಿತ ಸಮಾಜವಾಗಿದ್ದು, ಈಭಾಗದಲ್ಲಿ ಸಮುದಾಯದ ಅಭಿವೃದ್ಧಿಗಾಗಿ ನೀರಾವರಿ ಯೋಜನೆಗಳು ಅನುಷ್ಠಾನವಾಗಬೇಕು, ಜನತೆ ತಮ್ಮ ಮಕ್ಕಳ ಶೈಕ್ಷಣಿಕ ಪ್ರಗತಿಗೆ ಹೆಚ್ಚು ಒತ್ತು ನೀಡಬೇಕು, ಸಮುದಾಯದ ವಿದ್ಯಾರ್ಥಿಗಳ ಅನುಕೂಲಕ್ಕಾಗಿ ಆದಿಚುಂಚನಗಿರಿ ಸಂಸ್ಥೆಯಿಂದ ಮಧುಗಿರಿ-ಕೊರಟಗೆರೆ ಭಾಗದಲ್ಲಿ ಕೃಷಿ ವಿಜ್ಞಾನ ಕಾಲೇಜು ಪ್ರಾರಂಭಿಸಲು ಸಿದ್ಧತೆ ನಡೆಯುತ್ತಿದೆ ಎಂದರು. ಶಾಸಕ ಎಚ್ವಿ ವೆಂಕಟೇಶ್ ಮಾತನಾಡಿ [252,99,400,264]
bharata-photo [28,258,240,450]
important-day-item: ಅಕ್ಟೋಬರ್, 5: ವಿಶ್ವ ಶಿಕ್ಷಕರ ದಿನ [768,197,853,207]
kaushalya-col2: ರೂ. ಹಾಗೂ ಗ್ರಾಮಾಂತರ ಪ್ರದೇಶದವರ ವಾರ್ಷಿಕ ಆದಾಯ 1.50ಲಕ್ಷ ರೂ.ಗಳನ್ನು ಮೀರಬಾರದು. ಯಾವುದೇ ಸರ್ಕಾರಿ ಇಲಾಖೆ ಅಥವಾ ನಿಗಮ ಮಂಡಳಿಗಳಲ್ಲಿ ಖಾಯಂ ನೌಕರಿಯಲ್ಲಿರಬಾರದು. ನಿಗಧಿತ ಅರ್ಜಿ ನಮೂನೆಯನ್ನು ಜಿಲ್ಲಾ ಮಟ್ಟದ ಪ್ರವಾಸೋದ್ಯಮ ಕಚೇರಿಯಲ್ಲಿ ಪಡೆದು, ಭರ್ತಿ ಮಾಡಿದ ಅರ್ಜಿಯೊಂದಿಗೆ ತಹಶೀಲ್ದಾರರಿಂದ ಪಡೆದುಕೊಂಡಿರುವ ಚಾಲ್ತಿಯಲ್ಲಿರುವ ಜಾತಿ/ಆದಾಯ ಪ್ರಮಾಣಪತ್ರ, ಖಾಯಂ ಲಘು ವಾಹನ ಚಾಲನಾ ಪರವಾನಗಿ, ಎಸ್.ಎಸ್.ಎಲ್.ಸಿ. ಅಂಕಪಟ್ಟಿ, ಆಧಾರ್ ಕಾರ್ಡ್, ಯಾವುದೇ ಸರ್ಕಾರಿ ಇಲಾಖೆ/ನಿಗಮ/ಮಂಡಳಿಗಳಲ್ಲಿ ಖಾಯಂ ನೌಕರಿಯಲ್ಲಿರದ [404,477,548,597]
important-day-item: ಅಕ್ಟೋಬರ್, 1: ಅಂತಾರಾಷ್ಟ್ರೀಯ ವೃದ್ಧರ ದಿನ [754,103,867,112]
stage-gathering-image [407,99,696,182]
important-day-item: ಅಕ್ಟೋಬರ್, 1: ಸ್ತನ ಕ್ಯಾನ್ಸರ್ ಜಾಗೃತಿ ದಿನ [757,305,864,315]
important-day-item: ಅಕ್ಟೋಬರ್, 4: ವಿಶ್ವ ಪ್ರಾಣಿ ಕಲ್ಯಾಣ ದಿನ [759,184,862,193]
festival-group-image [29,1151,358,1256]
ayurveda-headline-line1: ಅ: 11ರಂದು 'ದೈವಾಂಶ [63,44,203,64]
important-day-item: ಅಕ್ಟೋಬರ್, 9: ವಿಶ್ವ ದೃಷ್ಟಿ ದಿನ [769,251,852,261]
votetheft-photo [506,1136,776,1236]
important-day-item: ಅಕ್ಟೋಬರ್, 20: ವಿಶ್ವ ಅಂಕಿಅಂಶ ದಿನ [761,413,860,423]
important-day-item: ಅಕ್ಟೋಬರ್, 7: ವಿಶ್ವ ಹತ್ತಿ ದಿನ [771,211,850,220]
important-day-item: ಅಕ್ಟೋಬರ್, 31: ರಾಷ್ಟ್ರೀಯ ಏಕತಾ ದಿನ [759,467,862,477]
ayurveda-headline-black: ಆಯುರ್ವೇದಿಕ್ [54,68,139,88]
important-day-item: ಅಕ್ಟೋಬರ್, 21: ಪೊಲೀಸ್ ಸ್ಮರಣಾರ್ಥ ದಿನ [754,427,867,436]
votetheft-headline: ಮತಕಳ್ಳತನ: ಕಾಂಗ್ರೆಸ್‌ನಿಂದ ಸಹಿ ಸಂಗ್ರಹ ಅಭಿಯಾನ [418,1093,866,1124]
ayurveda-headline [28,42,238,90]
important-day-item: ಅಕ್ಟೋಬರ್, 1: ಅಂತಾರಾಷ್ಟ್ರೀಯ ಕಾಫಿ ದಿನ [756,116,865,126]
column-divider [246,60,247,696]
rni-number: RNI: KARKAN/2013/51795 [448,22,591,36]
census-headline: ಜಾತಿ ಗಣತಿಯ ದಿನಾಂಕ ವಿಸ್ತರಿಸಿ [28,703,335,738]
masthead [28,22,928,38]
issue-date: Date: 05-10-2025 Sunday [228,22,357,36]
important-day-item: ಅಕ್ಟೋಬರ್, 11: ಅಂತಾರಾಷ್ಟ್ರೀಯ ಹೆಣ್ಣು ಮಗುವಿನ ದಿನ [739,292,882,301]
lakshmi-headline-line1: ಶ್ರೀ ಲಕ್ಷ್ಮಿ ದೇವಿ ಜಾತ್ರಾ ಮಹೋತ್ಸವದ [86,1097,300,1118]
page-number-badge: 2 [913,22,925,34]
important-day-item: ಅಕ್ಟೋಬರ್, 2: ಲಾಲ್ ಬಹದ್ದೂರ್ ಶಾಸ್ತ್ರಿ ಜಯಂತಿ [746,157,875,166]
important-day-item: ಅಕ್ಟೋಬರ್, 15: ವಿಶ್ವ ವಿದ್ಯಾರ್ಥಿ ದಿನ [762,332,859,342]
kaushalya-headline: ಕೌಶಲ್ಯಾಭಿವೃದ್ಧಿ ತರಬೇತಿಗೆ ಅರ್ಜಿ ಆಹ್ವಾನ [308,435,640,464]
death-body: ತುಮಕೂರು ಕೋರಾ ಪೊಲೀಸ್ ಠಾಣೆ ವ್ಯಾಪ್ತಿ ನಿರಾಶ್ರಿತರ ಪರಿಹಾರ ಕೇಂದ್ರದಲ್ಲಿದ್ದ ಸುಮಾರು 44 ವರ್ಷದ ಕಾಲಿಯ ಎಂಬ ವ್ಯಕ್ತಿಯು ಅನಾರೋಗ್ಯದಿಂದ ಬಳಲುತ್ತಿದ್ದು, ಚಿಕಿತ್ಸೆಗಾಗಿ ಬೆಂಗಳೂರು ವಿಕ್ಟೋರಿಯಾ ಆಸ್ಪತ್ರೆಗೆ ದಾಖಲಿಸಲಾಗಿತ್ತು, ಚಿಕಿತ್ಸೆ ಫಲಕಾರಿಯಾಗದೆ ಸೆಪ್ಟೆಂಬರ್ 20ರಂದು ಮೃತಪಟ್ಟಿದ್ದು, ಈತನ ವಾರಸುದಾರರು ಯಾರೆಂದು ತಿಳಿದು ಬಂದಿರುವುದಿಲ್ಲ. ಮೃತನು 165 ಸೆಂ.ಮೀ. ಎತ್ತರ, ದೃಢಕಾಯ ಶರೀರ, ಗೋಧಿ ಮೈಬಣ್ಣ ಹೊಂದಿದ್ದನು. ಮೃತನ ವಾರಸುದಾರರು ಯಾರಾದರೂ ಇದ್ದಲ್ಲಿ ದೂ.ವಾ.ಸಂ. 0816-2278000, 2272340, 2275301, 2242006, ಮೊ.ಸಂ.9480802900-20-31-49ನ್ನು ಸಂಪರ್ಕಿಸಬೇಕೆಂದು ಪೊಲೀಸ್ ಸಬ್ ಇನ್ಸ್ಪೆಕ್ಟರ್ ಮನವಿ ಮಾಡಿದ್ದಾರೆ. [703,535,918,622]
votetheft-col1: ತುಮಕೂರು:ಚುನಾವಣಾ ಆಯೋಗವನ್ನು ದುರುಪಯೋಗಪಡಿಸಿಕೊಂಡು ಮತ ಕಳ್ಳತನದ ಮೂಲಕ ಬಿಜೆಪಿ ನೇತೃತ್ವದ ಸರ್ಕಾರ ಕೇಂದ್ರದಲ್ಲಿ ಅಧಿಕಾರಕ್ಕೆ ಬಂದಿದೆ. ವಿವಿಧ ಕ್ಷೇತ್ರಗಳಲ್ಲಿ ಮತಕಳ್ಳತನ ನಡೆದಿರುವ ಬಗ್ಗೆ ನಮ್ಮ ನಾಯಕರಾದ ರಾಹುಲ್ ಗಾಂಧಿಯವರು ಸ್ಪಷ್ಟ ದಾಖಲೆ ಸಹಿತ ಬಹಿರಂಗಪಡಿಸಿದ್ದಾರೆ. ಮತಕಳ್ಳತನದ ಮೂಲಕ ಬಿಜೆಪಿ ಪ್ರಜಾಪ್ರಭುತ್ವ ವ್ಯವಸ್ಥೆಗೆ ದ್ರೋಹ ಮಾಡಿದೆ ಎಂದು ಎಐಸಿಸಿ ಕಾರ್ಯದರ್ಶಿ, ಜಿಲ್ಲಾ ಕಾಂಗ್ರೆಸ್ ಉಸ್ತುವಾರಿ ಮಯೂರ ಜಯಕುಮಾರ್ ಆರೋಪಿಸಿದರು. ಮತಕಳ್ಳತನದ ವಿರುದ್ಧ ನಗರ ವಿಧಾನಸಭಾ ಕ್ಷೇತ್ರ ವ್ಯಾಪ್ತಿಯಲ್ಲಿ ಶುಕ್ರವಾರ ನಗರದ ಬಿ.ಜಿ. ಪಾಳ್ಯ ವೃತ್ತದಲ್ಲಿ ನಡೆದ ಸಹಿ ಸಂಗ್ರಹ ಅಭಿಯಾನದ ಪೋಸ್ಟರ್‌ನಲ್ಲಿ ತಾವು ಸಹಿ ಮಾಡಿ, ಅಭಿಯಾನಕ್ಕೆ ಚಾಲನೆ ನೀಡಿದ ಅವರು, ಮತಕಳ್ಳತನದ ವಿರುದ್ಧ ರಾಹುಲ್ ಗಾಂಧಿಯವರು ದೇಶಾದ್ಯಂತ ಹೋರಾಟ ನಡೆಸುತ್ತಿದ್ದಾರೆ. ಅವರ ಹೋರಾಟಕ್ಕೆ ಎಲ್ಲೆಡೆ ವ್ಯಾಪಕ ಬೆಂಬಲ [366,1137,498,1313]
column-divider [362,1096,363,1510]
press-meet-group-image [179,757,466,840]
